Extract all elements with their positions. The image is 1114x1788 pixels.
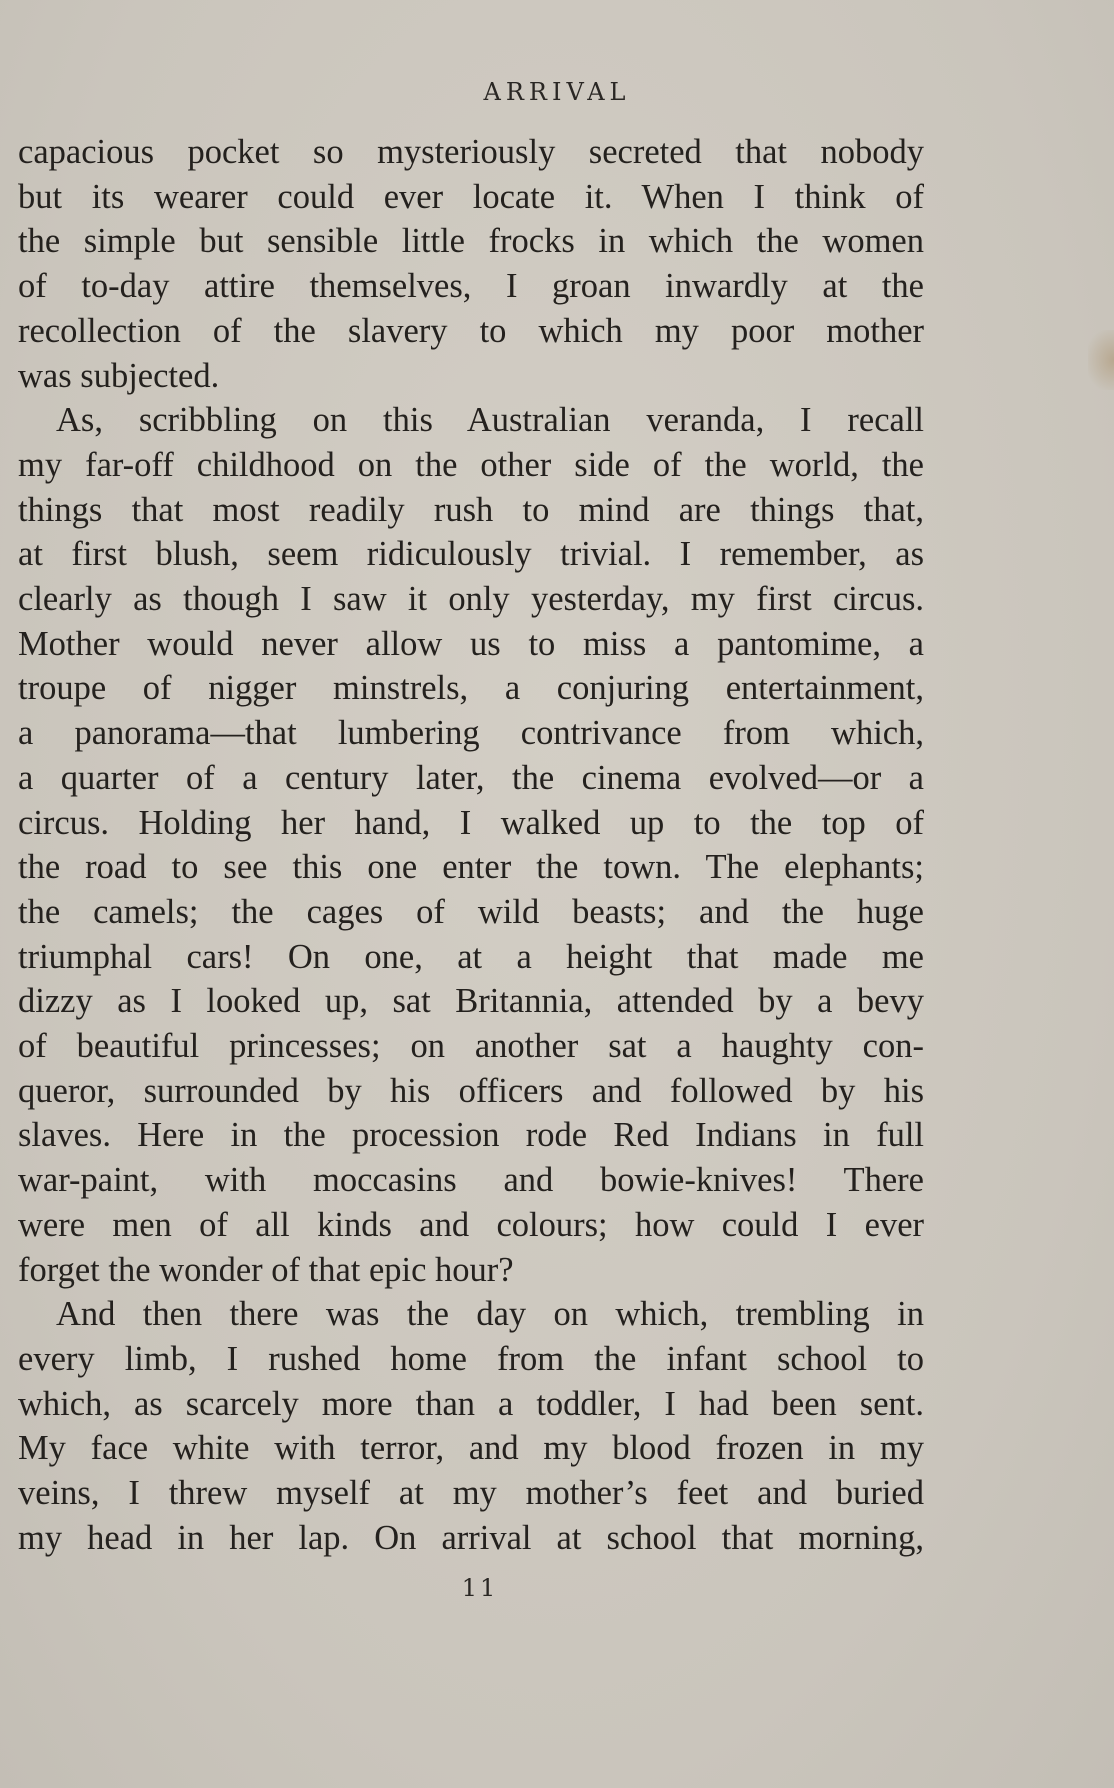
body-text — [18, 130, 924, 1561]
text-line: the simple but sensible little frocks in which the women — [18, 222, 924, 261]
text-line: a quarter of a century later, the cinema evolved—or a — [18, 758, 924, 797]
text-line: capacious pocket so mysteriously secreted that nobody — [18, 133, 924, 171]
text-line: As, scribbling on this Australian veranda, I recall — [56, 401, 924, 440]
text-line: Mother would never allow us to miss a pantomime, a — [18, 624, 924, 663]
running-head: ARRIVAL — [483, 78, 631, 106]
text-line: And then there was the day on which, trembling in — [56, 1295, 924, 1334]
page-number: 11 — [461, 1574, 499, 1602]
text-line: but its wearer could ever locate it. When I think of — [18, 177, 924, 216]
text-line: of to-day attire themselves, I groan inwardly at the — [18, 267, 924, 306]
text-line: triumphal cars! On one, at a height that made me — [18, 937, 924, 976]
text-line: queror, surrounded by his officers and followed by his — [18, 1071, 924, 1110]
text-line: every limb, I rushed home from the infant school to — [18, 1339, 924, 1378]
text-line: the camels; the cages of wild beasts; and the huge — [18, 892, 924, 931]
text-line: of beautiful princesses; on another sat a haughty con- — [18, 1027, 924, 1066]
text-line: war-paint, with moccasins and bowie-knives! There — [18, 1161, 924, 1200]
text-line: recollection of the slavery to which my poor mother — [18, 311, 924, 350]
text-line: my far-off childhood on the other side of the world, the — [18, 445, 924, 484]
text-line: My face white with terror, and my blood frozen in my — [18, 1429, 924, 1468]
text-line: at first blush, seem ridiculously trivial. I remember, as — [18, 535, 924, 574]
text-line: things that most readily rush to mind are things that, — [18, 490, 924, 529]
text-line: dizzy as I looked up, sat Britannia, attended by a bevy — [18, 982, 924, 1021]
text-line: was subjected. — [18, 356, 220, 395]
text-line: circus. Holding her hand, I walked up to the top of — [18, 803, 924, 842]
text-line: clearly as though I saw it only yesterday, my first circus. — [18, 580, 924, 619]
text-line: slaves. Here in the procession rode Red Indians in full — [18, 1116, 924, 1155]
text-line: the road to see this one enter the town. The elephants; — [18, 848, 924, 887]
page-stain — [1088, 330, 1114, 390]
text-line: troupe of nigger minstrels, a conjuring entertainment, — [18, 669, 924, 708]
text-line: my head in her lap. On arrival at school that morning, — [18, 1518, 924, 1557]
text-line: which, as scarcely more than a toddler, I had been sent. — [18, 1384, 924, 1423]
text-line: were men of all kinds and colours; how could I ever — [18, 1205, 924, 1244]
text-line: forget the wonder of that epic hour? — [18, 1250, 514, 1289]
text-line: veins, I threw myself at my mother’s feet and buried — [18, 1474, 924, 1513]
text-line: a panorama—that lumbering contrivance from which, — [18, 714, 924, 753]
